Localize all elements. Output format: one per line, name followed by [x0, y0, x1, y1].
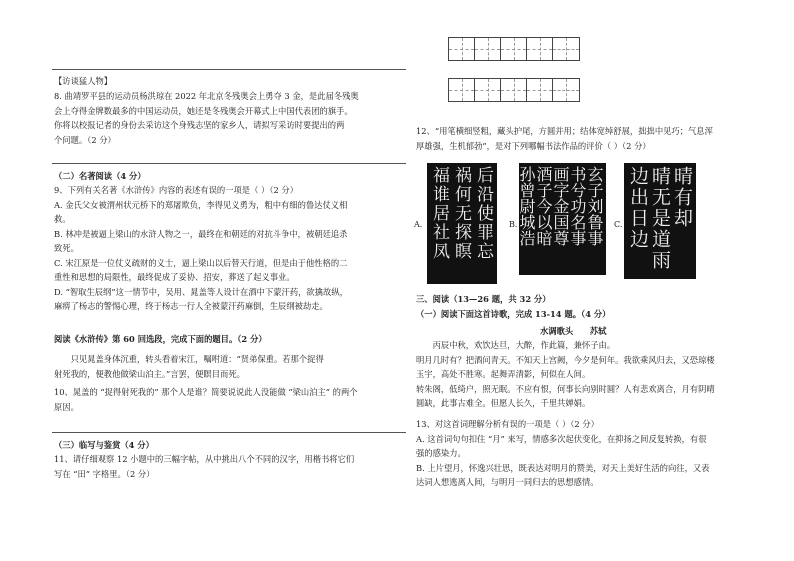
question-13 — [416, 417, 771, 490]
tian-cell[interactable] — [553, 79, 579, 101]
q9-stem: 9、下列有关名著《水浒传》内容的表述有误的一项是（ ）（2 分） — [54, 185, 298, 195]
calligraphy-c-col: 晴无是道雨 — [649, 166, 671, 271]
tian-cell[interactable] — [527, 79, 553, 101]
option-c-label: C. — [614, 220, 623, 229]
calligraphy-c-image — [624, 163, 696, 279]
q9-option: A. 金氏父女被渭州状元桥下的郑屠欺负，李得见义勇为，粗中有细的鲁达仗义相 — [54, 199, 348, 210]
section-2-title: （二）名著阅读（4 分） — [54, 171, 146, 181]
poem-line: 转朱阁，低绮户，照无眠。不应有恨，何事长向别时圆？人有悲欢离合，月有阴晴 — [416, 383, 715, 394]
question-10 — [54, 385, 409, 414]
tian-grid-row-2[interactable] — [448, 78, 580, 102]
calligraphy-b-col: 孙曾尉城浩 — [517, 166, 536, 246]
poem-line: 丙辰中秋，欢饮达旦，大醉，作此篇，兼怀子由。 — [416, 340, 616, 350]
q9-option: 致死。 — [54, 243, 79, 253]
tian-cell[interactable] — [475, 79, 501, 101]
q9-option: B. 林冲是被逼上梁山的水浒人物之一，最终在和朝廷的对抗斗争中，被朝廷追杀 — [54, 228, 348, 239]
excerpt-line: 射死我的，便教他做梁山泊主。”言罢，便瞑目而死。 — [54, 368, 245, 379]
calligraphy-a-col: 福谁居社凤 — [429, 166, 449, 261]
q10-line: 10、晁盖的 “捉得射死我的” 那个人是谁？简要说说此人没能做 “梁山泊主” 的两个 — [54, 387, 358, 397]
q9-option: 重性和思想的局限性，最终促成了妥协、招安，葬送了起义事业。 — [54, 272, 295, 282]
q8-line: 8. 曲靖罗平县的运动员杨洪琼在 2022 年北京冬残奥会上勇夺 3 金，是此届冬残奥 — [54, 91, 359, 101]
divider-top-left — [52, 69, 406, 70]
excerpt-line: 只见晁盖身体沉重，转头看着宋江，嘱咐道：“贤弟保重。若那个捉得 — [54, 354, 324, 364]
q10-line: 原因。 — [54, 401, 79, 412]
read-prompt: 阅读《水浒传》第 60 回选段，完成下面的题目。（2 分） — [54, 334, 267, 344]
calligraphy-b-col: 玄子刘鲁事 — [585, 166, 604, 246]
poem-line: 圆缺，此事古难全。但愿人长久，千里共婵娟。 — [416, 398, 591, 408]
calligraphy-c-col: 边出日边 — [627, 166, 649, 250]
tian-cell[interactable] — [449, 38, 475, 60]
calligraphy-b-col: 画字金国尊 — [551, 166, 570, 246]
poem-body — [416, 338, 771, 411]
poem-line: 明月几时有？把酒问青天。不知天上宫阙，今夕是何年。我欲乘风归去，又恐琼楼 — [416, 354, 715, 365]
q8-line: 你将以校报记者的身份去采访这个身残志坚的家乡人，请拟写采访时要提出的两 — [54, 120, 345, 130]
calligraphy-a-image — [427, 163, 497, 284]
calligraphy-b-col: 酒子今以暗 — [534, 166, 553, 246]
q13-stem: 13、对这首词理解分析有误的一项是（ ）（2 分） — [416, 419, 599, 429]
tian-cell[interactable] — [501, 38, 527, 60]
calligraphy-a-col: 祸何无探瞑 — [451, 166, 471, 261]
section-3-title: （三）临写与鉴赏（4 分） — [54, 440, 154, 450]
tian-cell[interactable] — [553, 38, 579, 60]
q13-option: 达词人想逃离人间，与明月一同归去的思想感情。 — [416, 477, 599, 487]
divider-mid-2 — [52, 432, 406, 433]
q9-option: 麻痹了杨志的警惕心理，终于杨志一行人全被蒙汗药麻倒，生辰纲被劫走。 — [54, 301, 328, 311]
question-11 — [54, 452, 409, 481]
question-8 — [54, 89, 409, 147]
question-12 — [416, 124, 771, 153]
tian-cell[interactable] — [501, 79, 527, 101]
tian-cell[interactable] — [475, 38, 501, 60]
option-b-label: B. — [509, 220, 518, 229]
calligraphy-c-col: 晴有却 — [671, 166, 693, 229]
option-a-label: A. — [414, 220, 423, 229]
q12-line: 12、“用笔横细竖粗，藏头护尾，方圆并用；结体宽绰舒展，拙拙中见巧；气息浑 — [416, 126, 713, 136]
question-9 — [54, 183, 409, 314]
calligraphy-b-col: 书兮功名事 — [568, 166, 587, 246]
reading-sub-title: （一）阅读下面这首诗歌，完成 13-14 题。（4 分） — [416, 309, 611, 319]
q11-line: 11、请仔细观察 12 小题中的三幅字帖，从中挑出八个不同的汉字，用楷书将它们 — [54, 454, 355, 464]
tian-cell[interactable] — [449, 79, 475, 101]
q11-line: 写在 “田” 字格里。（2 分） — [54, 468, 155, 479]
reading-section-title: 三、阅读（13—26 题，共 32 分） — [416, 294, 551, 304]
q9-option: D. “智取生辰纲”这一情节中，吴用、晁盖等人设计在酒中下蒙汗药，欲擒故纵， — [54, 286, 348, 297]
calligraphy-a-col: 后沿使罪忘 — [473, 166, 493, 261]
q9-option: C. 宋江原是一位仗义疏财的义士，逼上梁山以后替天行道，但是由于他性格的二 — [54, 257, 348, 268]
divider-mid-1 — [52, 163, 406, 164]
q12-line: 厚雄强，生机郁勃”，是对下列哪幅书法作品的评价（ ）（2 分） — [416, 140, 651, 151]
poem-title: 水调歌头 苏轼 — [540, 326, 607, 336]
q13-option: 强的感染力。 — [416, 448, 466, 458]
section-tag: 【访谈猛人物】 — [54, 76, 113, 86]
poem-line: 玉宇，高处不胜寒。起舞弄清影，何似在人间。 — [416, 369, 591, 379]
calligraphy-b-image — [519, 163, 606, 275]
q9-option: 救。 — [54, 214, 71, 224]
q13-option: B. 上片望月，怀逸兴壮思，既表达对明月的赞美，对天上美好生活的向往，又表 — [416, 462, 710, 473]
tian-grid-row-1[interactable] — [448, 37, 580, 61]
q8-line: 会上夺得金牌数最多的中国运动员，她还是冬残奥会开幕式上中国代表团的旗手。 — [54, 105, 353, 116]
tian-cell[interactable] — [527, 38, 553, 60]
excerpt — [54, 352, 409, 381]
q13-option: A. 这首词句句扣住 “月” 来写，情感多次起伏变化，在抑扬之间反复转换，有很 — [416, 433, 707, 444]
q8-line: 个问题。（2 分） — [54, 134, 116, 145]
